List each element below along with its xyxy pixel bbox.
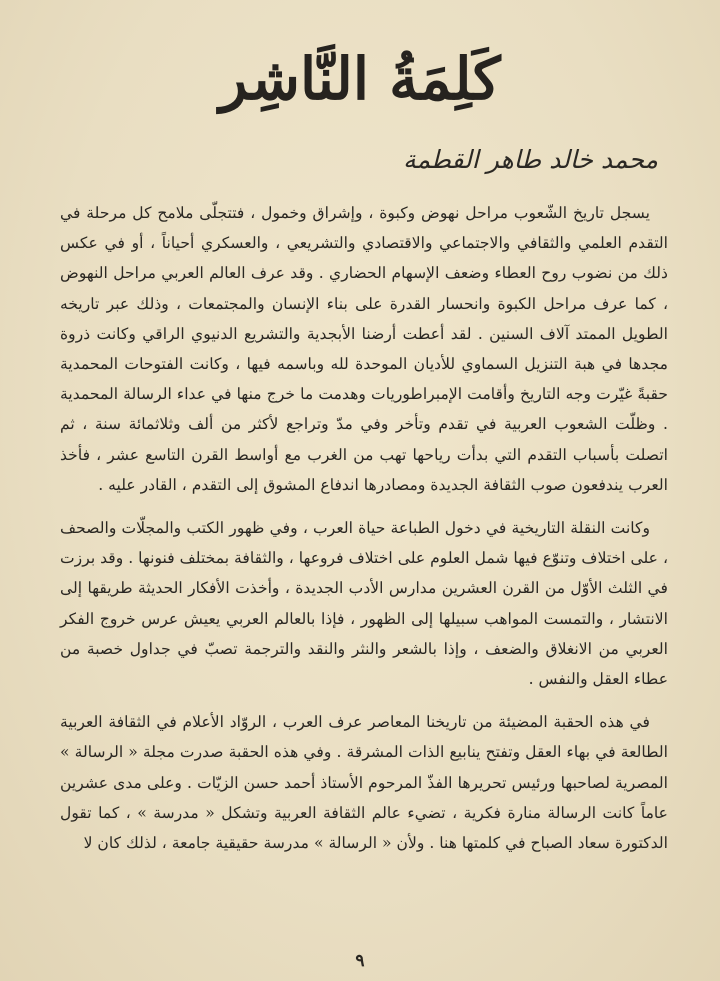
paragraph: وكانت النقلة التاريخية في دخول الطباعة حياة العرب ، وفي ظهور الكتب والمجلّات والصحف ، على اختلاف وتنوّع فيها شمل العلوم على اختلاف فروعها ، والثقافة بمختلف فنونها . وقد برزت في الثلث الأوّل من القرن العشرين مدارس الأدب الجديدة ، وأخذت الأفكار الحديثة طريقها إلى الانتشار ، والتمست المواهب سبيلها إلى الظهور ، فإذا بالعالم العربي يعيش عرس خروج الفكر العربي من الانغلاق والضعف ، وإذا بالشعر والنثر والنقد والترجمة تصبّ في جداول خصبة من عطاء العقل والنفس . <box>60 519 668 689</box>
paragraph: في هذه الحقبة المضيئة من تاريخنا المعاصر عرف العرب ، الروّاد الأعلام في الثقافة العربية الطالعة في بهاء العقل وتفتح ينابيع الذات المشرقة . وفي هذه الحقبة صدرت مجلة « الرسالة » المصرية لصاحبها ورئيس تحريرها الفذّ المرحوم الأستاذ أحمد حسن الزيّات . وعلى مدى عشرين عاماً كانت الرسالة منارة فكرية ، تضيء عالم الثقافة العربية وتشكل « مدرسة » ، كما تقول الدكتورة سعاد الصباح في كلمتها هنا . ولأن « الرسالة » مدرسة حقيقية جامعة ، لذلك كان لا <box>60 713 668 853</box>
page-title: كَلِمَةُ النَّاشِر <box>219 45 501 113</box>
body-text <box>60 198 668 871</box>
author-name: محمد خالد طاهر القطمة <box>403 145 658 174</box>
paragraph: يسجل تاريخ الشّعوب مراحل نهوض وكبوة ، وإشراق وخمول ، فتتجلّى ملامح كل مرحلة في التقدم العلمي والثقافي والاجتماعي والاقتصادي والتشريعي ، والعسكري أحياناً ، أو في عكس ذلك من نضوب روح العطاء وضعف الإسهام الحضاري . وقد عرف العالم العربي مراحل النهوض ، كما عرف مراحل الكبوة وانحسار القدرة على بناء الإنسان والمجتمعات ، وذلك عبر تاريخه الطويل الممتد آلاف السنين . لقد أعطت أرضنا الأبجدية والتشريع الدنيوي الراقي وكانت ذروة مجدها في هبة التنزيل السماوي للأديان الموحدة لله وباسمه فيها ، وكانت الفتوحات المحمدية حقبةً غيّرت وجه التاريخ وأقامت الإمبراطوريات وهدمت ما خرج منها في عداء الرسالة المحمدية . وظلّت الشعوب العربية في تقدم وتأخر وفي مدّ وتراجع لأكثر من ألف وثلاثمائة سنة ، ثم اتصلت بأسباب التقدم التي بدأت رياحها تهب من الغرب مع أواسط القرن التاسع عشر ، فأخذ العرب يندفعون صوب الثقافة الجديدة ومصادرها اندفاع المشوق إلى التقدم ، القادر عليه . <box>60 204 668 494</box>
page-number: ٩ <box>355 951 365 971</box>
